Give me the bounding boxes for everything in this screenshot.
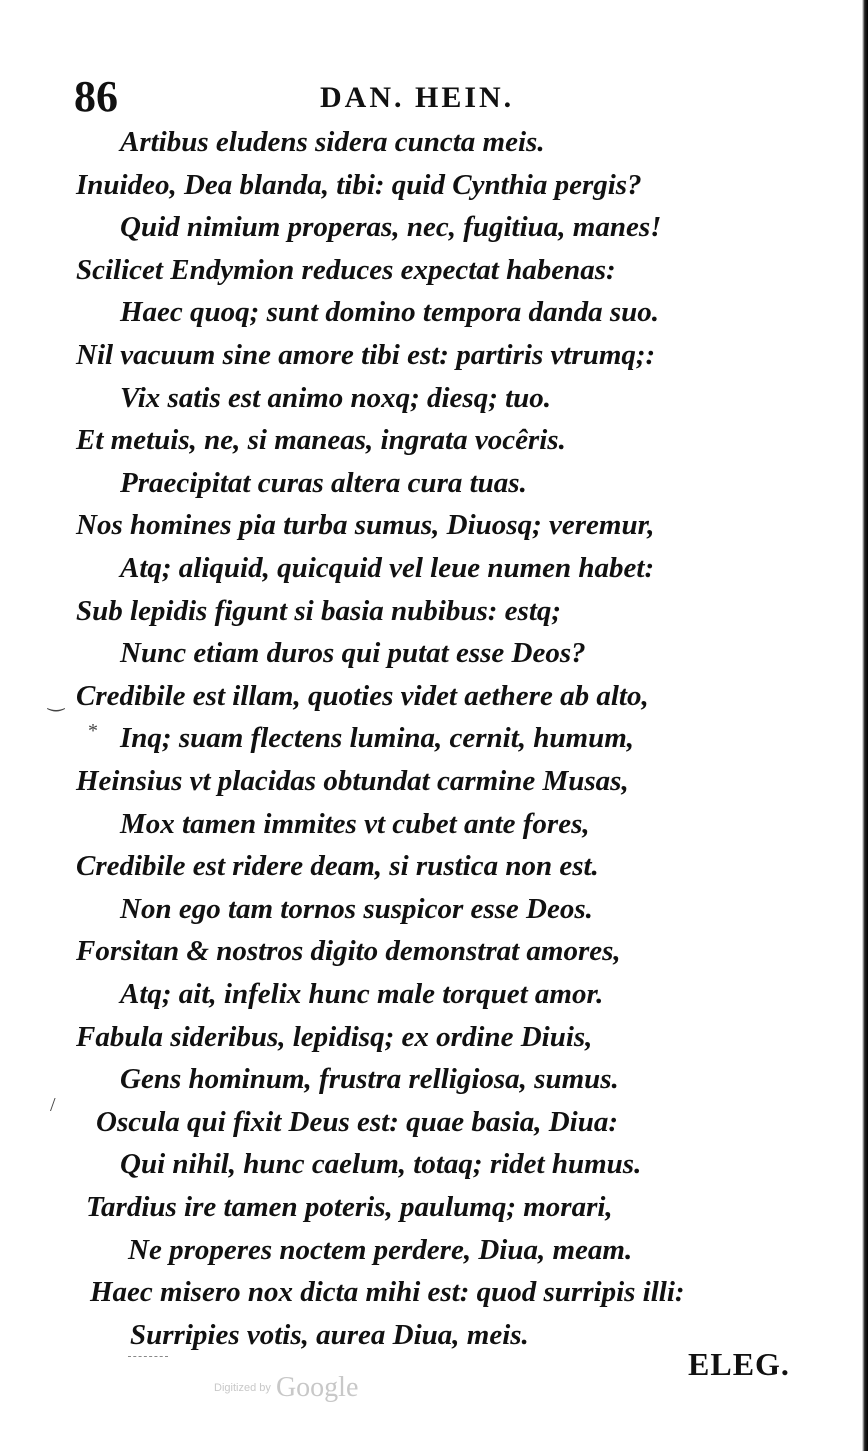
verse-line: Inq; suam flectens lumina, cernit, humum, [120, 722, 635, 755]
verse-line: Heinsius vt placidas obtundat carmine Musas, [76, 765, 629, 797]
verse-line: Qui nihil, hunc caelum, totaq; ridet humus. [120, 1148, 642, 1181]
verse-line: Atq; aliquid, quicquid vel leue numen habet: [120, 552, 655, 584]
verse-line: Oscula qui fixit Deus est: quae basia, Diua: [96, 1105, 619, 1138]
margin-tick-mark: ‿ [48, 690, 65, 712]
verse-line: Quid nimium properas, nec, fugitiua, manes! [120, 211, 662, 244]
page-number: 86 [74, 72, 118, 121]
verse-line: Surripies votis, aurea Diua, meis. [130, 1318, 529, 1351]
watermark-prefix: Digitized by [214, 1382, 271, 1394]
verse-line: Credibile est ridere deam, si rustica non est. [76, 850, 599, 883]
verse-line: Scilicet Endymion reduces expectat habenas: [76, 253, 616, 286]
verse-line: Forsitan & nostros digito demonstrat amores, [76, 935, 621, 968]
margin-stroke-mark: / [50, 1094, 56, 1116]
margin-asterisk-mark: * [88, 720, 98, 742]
footer-dash [128, 1356, 168, 1357]
verse-line: Gens hominum, frustra relligiosa, sumus. [120, 1063, 619, 1096]
verse-line: Ne properes noctem perdere, Diua, meam. [128, 1233, 633, 1266]
running-head: DAN. HEIN. [320, 81, 515, 114]
verse-line: Nunc etiam duros qui putat esse Deos? [120, 637, 586, 670]
verse-line: Inuideo, Dea blanda, tibi: quid Cynthia pergis? [76, 168, 642, 201]
verse-line: Atq; ait, infelix hunc male torquet amor. [120, 978, 604, 1010]
verse-line: Nos homines pia turba sumus, Diuosq; veremur, [76, 509, 655, 542]
verse-line: Credibile est illam, quoties videt aethere ab alto, [76, 679, 649, 712]
verse-line: Non ego tam tornos suspicor esse Deos. [120, 892, 593, 925]
verse-line: Mox tamen immites vt cubet ante fores, [120, 807, 590, 840]
verse-line: Artibus eludens sidera cuncta meis. [120, 126, 545, 158]
page-header [74, 72, 608, 122]
verse-line: Haec misero nox dicta mihi est: quod surripis illi: [90, 1276, 685, 1309]
verse-line: Fabula sideribus, lepidisq; ex ordine Diuis, [76, 1020, 593, 1053]
verse-line: Haec quoq; sunt domino tempora danda suo. [120, 296, 659, 329]
google-logo: Google [275, 1372, 359, 1403]
verse-line: Nil vacuum sine amore tibi est: partiris vtrumq;: [76, 339, 656, 371]
verse-line: Sub lepidis figunt si basia nubibus: estq; [76, 594, 562, 627]
page-edge-shadow [862, 0, 868, 1451]
verse-line: Tardius ire tamen poteris, paulumq; morari, [86, 1191, 613, 1223]
verse-line: Praecipitat curas altera cura tuas. [120, 466, 527, 499]
verse-line: Vix satis est animo noxq; diesq; tuo. [120, 381, 552, 414]
digitized-watermark [214, 1372, 358, 1404]
catchword: ELEG. [688, 1346, 790, 1382]
verse-line: Et metuis, ne, si maneas, ingrata vocêris. [76, 424, 566, 457]
